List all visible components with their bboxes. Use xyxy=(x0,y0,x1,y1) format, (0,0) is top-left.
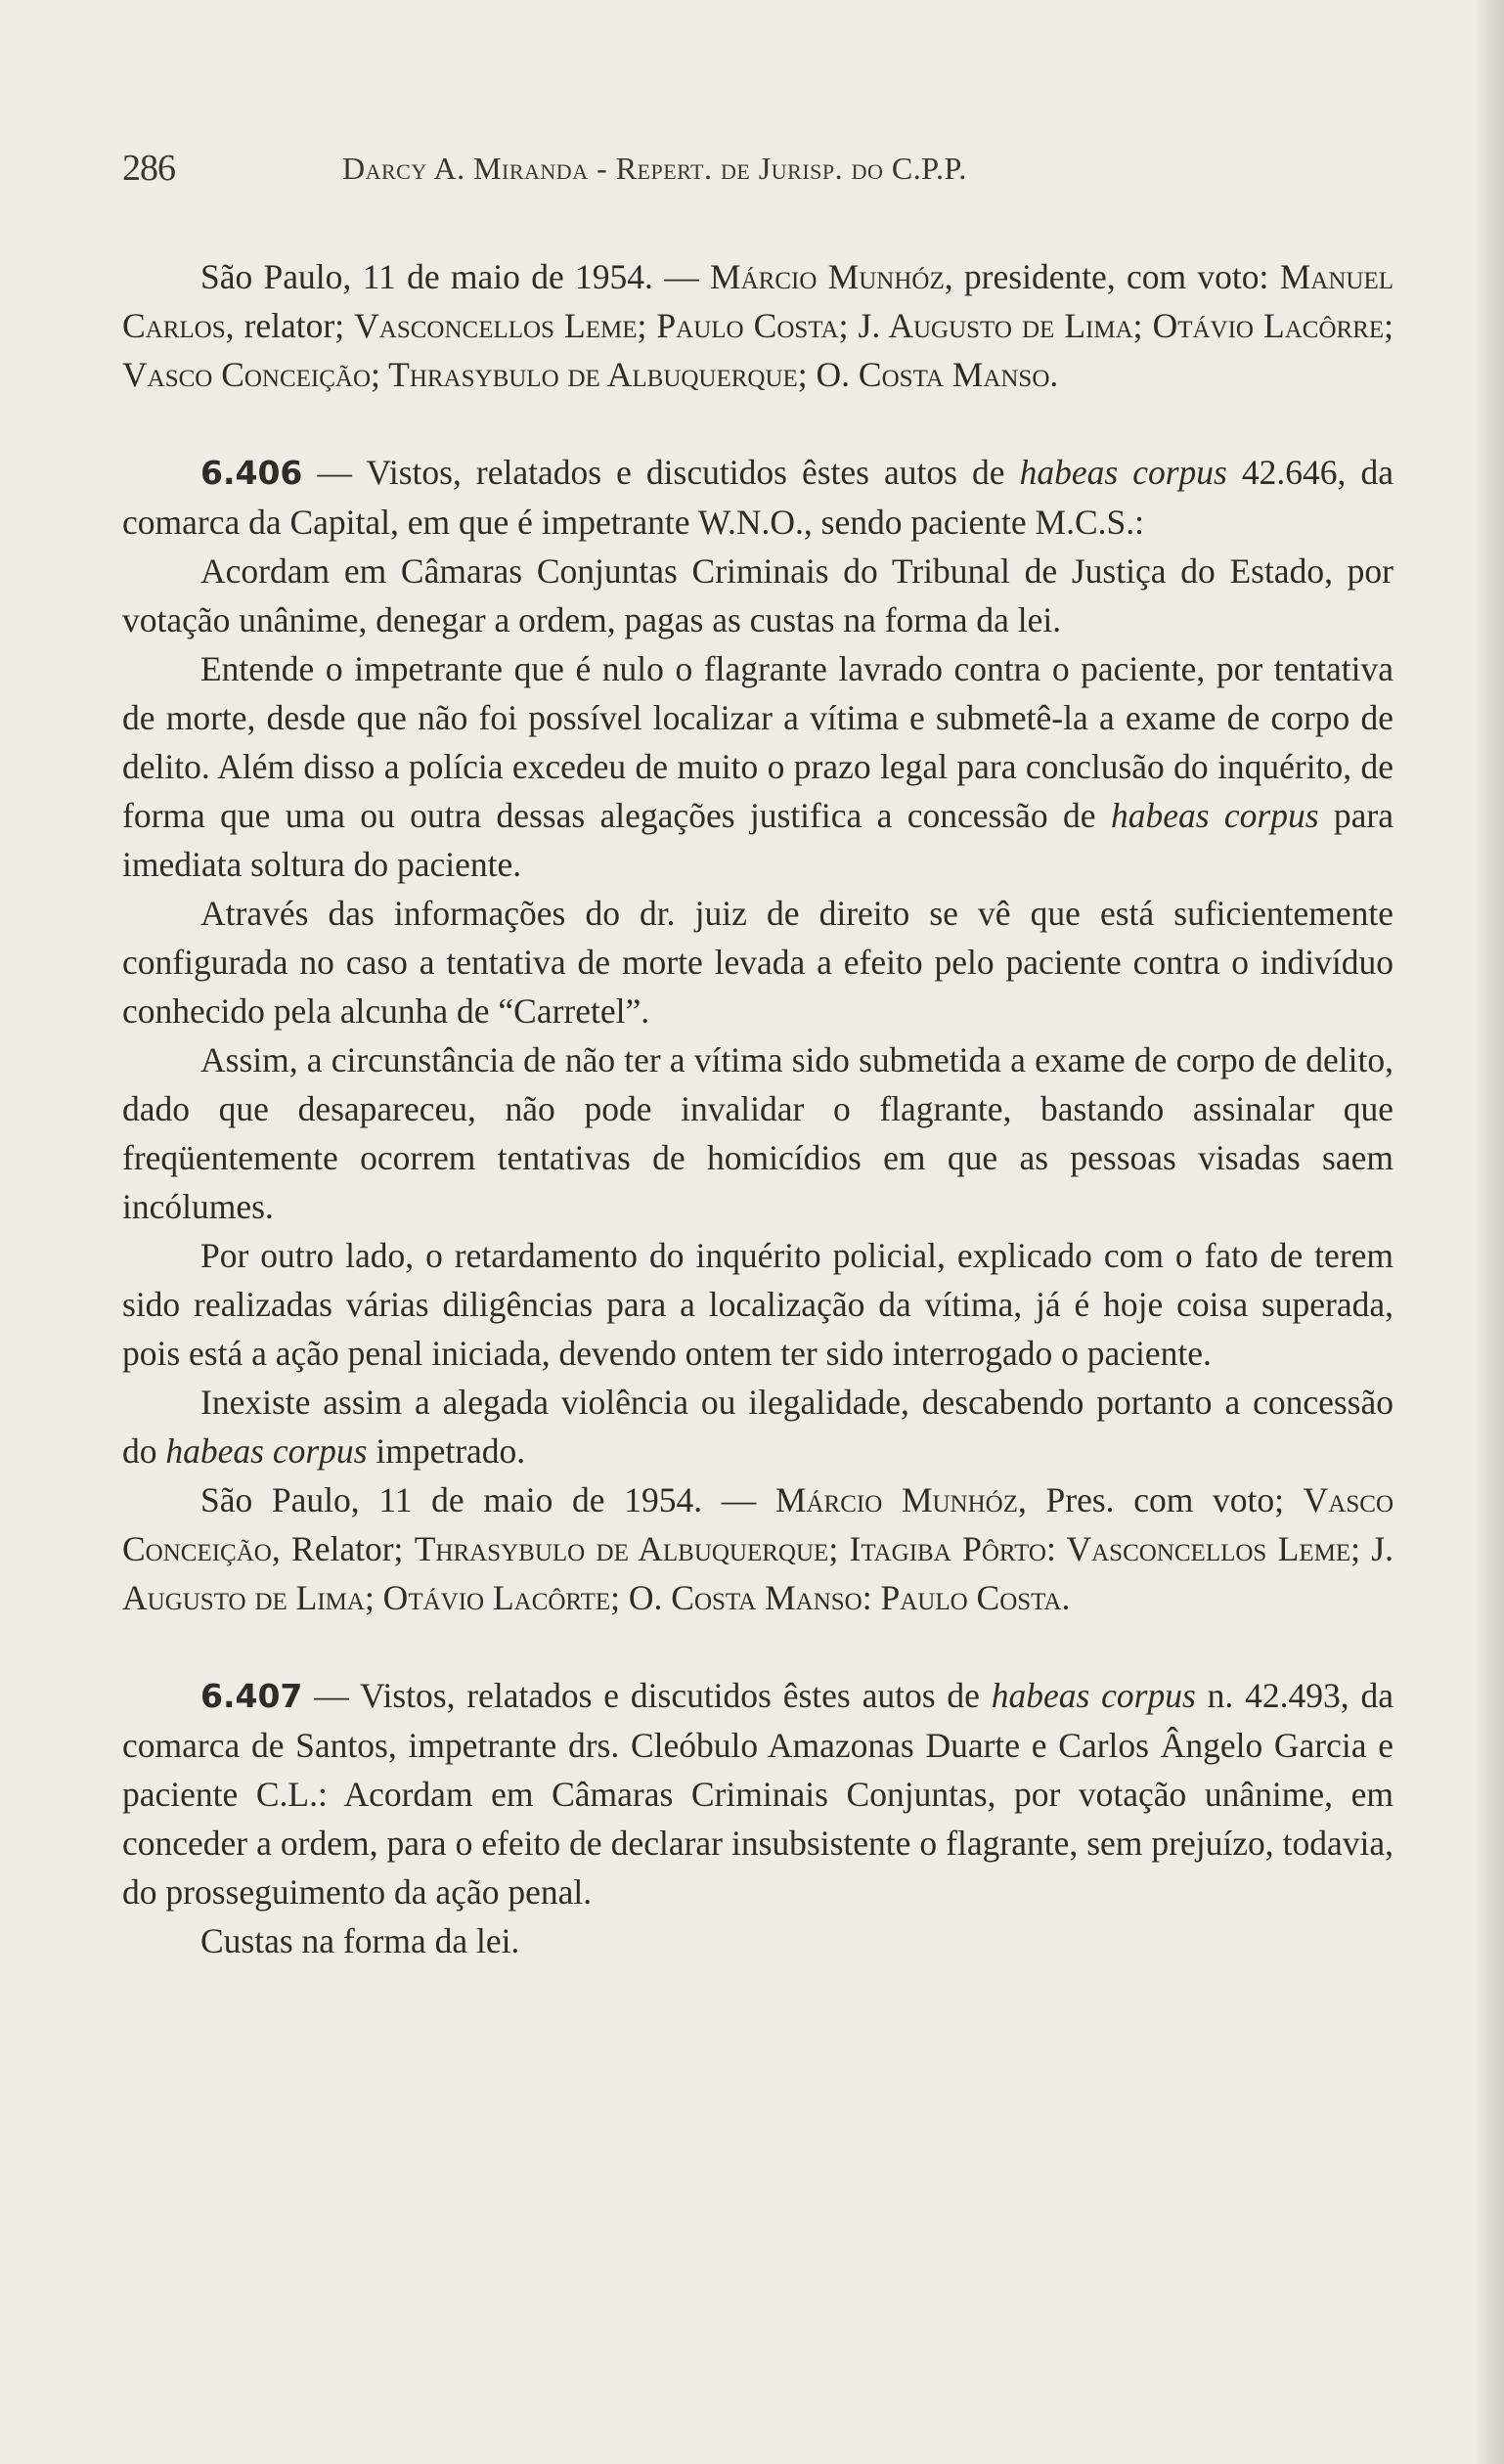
president-role: , presidente, com voto: xyxy=(944,257,1280,296)
president-role: , Pres. com voto; xyxy=(1018,1480,1304,1519)
case-6406-assim: Assim, a circunstância de não ter a vítima sido submetida a exame de corpo de delito, dado que desapareceu, não pode invalidar o flagrante, bastando assinalar que freqüentemente ocorrem tentativas de homicídios em que as pessoas visadas saem incólumes. xyxy=(122,1040,1393,1226)
case-6406-inexiste xyxy=(122,1378,1393,1475)
judges-list: Vasconcellos Leme; Paulo Costa; J. Augusto de Lima; Otávio Lacôrre; Vasco Conceição; Thrasybulo de Albuquerque; O. Costa Manso xyxy=(122,306,1393,394)
case-6406-por-outro-lado: Por outro lado, o retardamento do inquérito policial, explicado com o fato de terem sido realizadas várias diligências para a localização da vítima, já é hoje coisa superada, pois está a ação penal iniciada, devendo ontem ter sido interrogado o paciente. xyxy=(122,1236,1393,1373)
case-6406-signature xyxy=(122,1475,1393,1622)
case-6406-acordam: Acordam em Câmaras Conjuntas Criminais do Tribunal de Justiça do Estado, por votação unânime, denegar a ordem, pagas as custas na forma da lei. xyxy=(122,551,1393,639)
punctuation: . xyxy=(1049,355,1059,394)
relator-role: , relator; xyxy=(225,306,355,345)
section-gap xyxy=(122,399,1393,448)
signature-date: São Paulo, 11 de maio de 1954. — xyxy=(200,257,711,296)
paragraph-text-continued: impetrado. xyxy=(367,1431,526,1471)
page-number: 286 xyxy=(122,148,175,189)
case-6406-atraves: Através das informações do dr. juiz de direito se vê que está suficientemente configurada no caso a tentativa de morte levada a efeito pelo paciente contra o indivíduo conhecido pela alcunha de “Carretel”. xyxy=(122,894,1393,1031)
paragraph-text: Entende o impetrante que é nulo o flagrante lavrado contra o paciente, por tentativa de morte, desde que não foi possível localizar a vítima e submetê-la a exame de corpo de delito. Além disso a polícia excedeu de muito o prazo legal para conclusão do inquérito, de forma que uma ou outra dessas alegações justifica a concessão de xyxy=(122,649,1393,835)
punctuation: . xyxy=(1061,1578,1071,1617)
paragraph-text-continued: para imediata soltura do paciente. xyxy=(122,796,1393,884)
italic-term: habeas corpus xyxy=(1110,796,1319,835)
case-6407-closing: Custas na forma da lei. xyxy=(200,1921,520,1960)
intro-text-continued: n. 42.493, da comarca de Santos, impetrante drs. Cleóbulo Amazonas Duarte e Carlos Ângelo Garcia e paciente C.L.: Acordam em Câmaras Criminais Conjuntas, por votação unânime, em conceder a ordem, para o efeito de declarar insubsistente o flagrante, sem prejuízo, todavia, do prosseguimento da ação penal. xyxy=(122,1676,1393,1912)
case-6407-intro xyxy=(122,1671,1393,1916)
president-name: Márcio Munhóz xyxy=(774,1480,1018,1519)
case-6406-intro xyxy=(122,448,1393,547)
intro-text-continued: 42.646, da comarca da Capital, em que é impetrante W.N.O., sendo paciente M.C.S.: xyxy=(122,453,1393,542)
page-header xyxy=(122,147,1393,196)
previous-case-signature xyxy=(122,252,1393,399)
signature-date: São Paulo, 11 de maio de 1954. — xyxy=(200,1480,775,1519)
relator-role: , Relator; xyxy=(271,1529,415,1568)
case-number: 6.406 xyxy=(200,454,303,492)
paragraph-text: Inexiste assim a alegada violência ou ilegalidade, descabendo portanto a concessão do xyxy=(122,1383,1393,1471)
case-6406-entende xyxy=(122,644,1393,889)
page-body xyxy=(122,252,1393,1965)
relator-name: Manuel Carlos xyxy=(122,257,1394,345)
case-number: 6.407 xyxy=(200,1677,303,1715)
judges-list: Thrasybulo de Albuquerque; Itagiba Pôrto: Vasconcellos Leme; J. Augusto de Lima; Otávio Lacôrte; O. Costa Manso: Paulo Costa xyxy=(122,1529,1393,1617)
italic-term: habeas corpus xyxy=(991,1676,1196,1715)
section-gap xyxy=(122,1622,1393,1671)
intro-text: — Vistos, relatados e discutidos êstes autos de xyxy=(302,1676,992,1715)
page-edge-shadow xyxy=(1475,0,1504,2464)
president-name: Márcio Munhóz xyxy=(710,257,945,296)
italic-term: habeas corpus xyxy=(165,1431,368,1471)
intro-text: — Vistos, relatados e discutidos êstes autos de xyxy=(302,453,1020,492)
italic-term: habeas corpus xyxy=(1019,453,1227,492)
running-title: Darcy A. Miranda - Repert. de Jurisp. do C.P.P. xyxy=(342,151,967,186)
relator-name: Vasco Conceição xyxy=(122,1480,1393,1568)
